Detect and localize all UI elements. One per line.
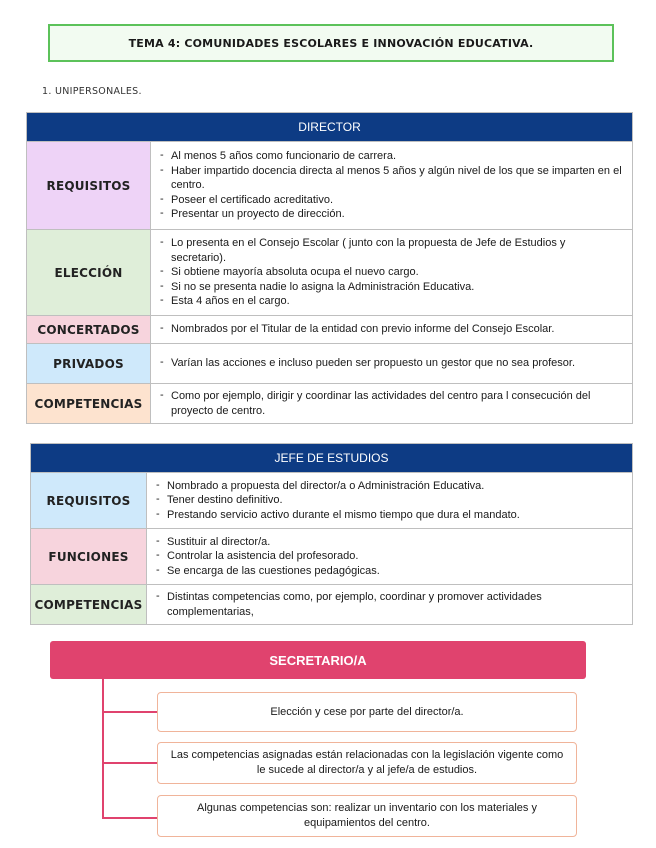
director-row xyxy=(27,384,633,424)
secretario-header: SECRETARIO/A xyxy=(50,641,586,679)
list-item: - Nombrado a propuesta del director/a o Administración Educativa. xyxy=(156,479,623,494)
list-item: - Haber impartido docencia directa al menos 5 años y algún nivel de los que se imparten en el centro. xyxy=(160,164,623,193)
list-item: - Sustituir al director/a. xyxy=(156,535,623,550)
secretario-box: Algunas competencias son: realizar un inventario con los materiales y equipamientos del centro. xyxy=(157,795,577,837)
list-item: - Si no se presenta nadie lo asigna la Administración Educativa. xyxy=(160,280,623,295)
list-item: - Lo presenta en el Consejo Escolar ( junto con la propuesta de Jefe de Estudios y secretario). xyxy=(160,236,623,265)
list-item: - Al menos 5 años como funcionario de carrera. xyxy=(160,149,623,164)
director-row-label: COMPETENCIAS xyxy=(27,384,151,424)
director-row-label: PRIVADOS xyxy=(27,344,151,384)
director-row-content xyxy=(151,384,633,424)
list-item: - Controlar la asistencia del profesorado. xyxy=(156,549,623,564)
jefe-row-content xyxy=(147,473,633,529)
secretario-box: Elección y cese por parte del director/a. xyxy=(157,692,577,732)
director-header: DIRECTOR xyxy=(27,113,633,142)
list-item: - Se encarga de las cuestiones pedagógicas. xyxy=(156,564,623,579)
jefe-row-label: FUNCIONES xyxy=(31,529,147,585)
list-item: - Nombrados por el Titular de la entidad con previo informe del Consejo Escolar. xyxy=(160,322,623,337)
director-row-content xyxy=(151,316,633,344)
jefe-row xyxy=(31,473,633,529)
jefe-table xyxy=(30,443,633,625)
jefe-row xyxy=(31,585,633,625)
connector-line xyxy=(102,679,104,819)
director-row xyxy=(27,344,633,384)
list-item: - Si obtiene mayoría absoluta ocupa el nuevo cargo. xyxy=(160,265,623,280)
director-row-content xyxy=(151,230,633,316)
list-item: - Presentar un proyecto de dirección. xyxy=(160,207,623,222)
list-item: - Como por ejemplo, dirigir y coordinar las actividades del centro para l consecución del proyecto de centro. xyxy=(160,389,623,418)
connector-branch xyxy=(102,711,157,713)
list-item: - Distintas competencias como, por ejemplo, coordinar y promover actividades complementarias, xyxy=(156,590,623,619)
director-row-label: CONCERTADOS xyxy=(27,316,151,344)
jefe-row-content xyxy=(147,529,633,585)
jefe-row-label: REQUISITOS xyxy=(31,473,147,529)
jefe-header: JEFE DE ESTUDIOS xyxy=(31,444,633,473)
list-item: - Esta 4 años en el cargo. xyxy=(160,294,623,309)
director-row xyxy=(27,142,633,230)
list-item: - Poseer el certificado acreditativo. xyxy=(160,193,623,208)
jefe-row-content xyxy=(147,585,633,625)
connector-branch xyxy=(102,817,157,819)
director-row-content xyxy=(151,344,633,384)
section-label: 1. UNIPERSONALES. xyxy=(42,86,142,97)
list-item: - Tener destino definitivo. xyxy=(156,493,623,508)
director-row xyxy=(27,230,633,316)
director-row-label: ELECCIÓN xyxy=(27,230,151,316)
director-row-label: REQUISITOS xyxy=(27,142,151,230)
connector-branch xyxy=(102,762,157,764)
director-row xyxy=(27,316,633,344)
document-title: TEMA 4: COMUNIDADES ESCOLARES E INNOVACIÓN EDUCATIVA. xyxy=(48,24,614,62)
secretario-box: Las competencias asignadas están relacionadas con la legislación vigente como le sucede al director/a y al jefe/a de estudios. xyxy=(157,742,577,784)
director-table xyxy=(26,112,633,424)
list-item: - Prestando servicio activo durante el mismo tiempo que dura el mandato. xyxy=(156,508,623,523)
list-item: - Varían las acciones e incluso pueden ser propuesto un gestor que no sea profesor. xyxy=(160,356,623,371)
director-row-content xyxy=(151,142,633,230)
jefe-row xyxy=(31,529,633,585)
jefe-row-label: COMPETENCIAS xyxy=(31,585,147,625)
